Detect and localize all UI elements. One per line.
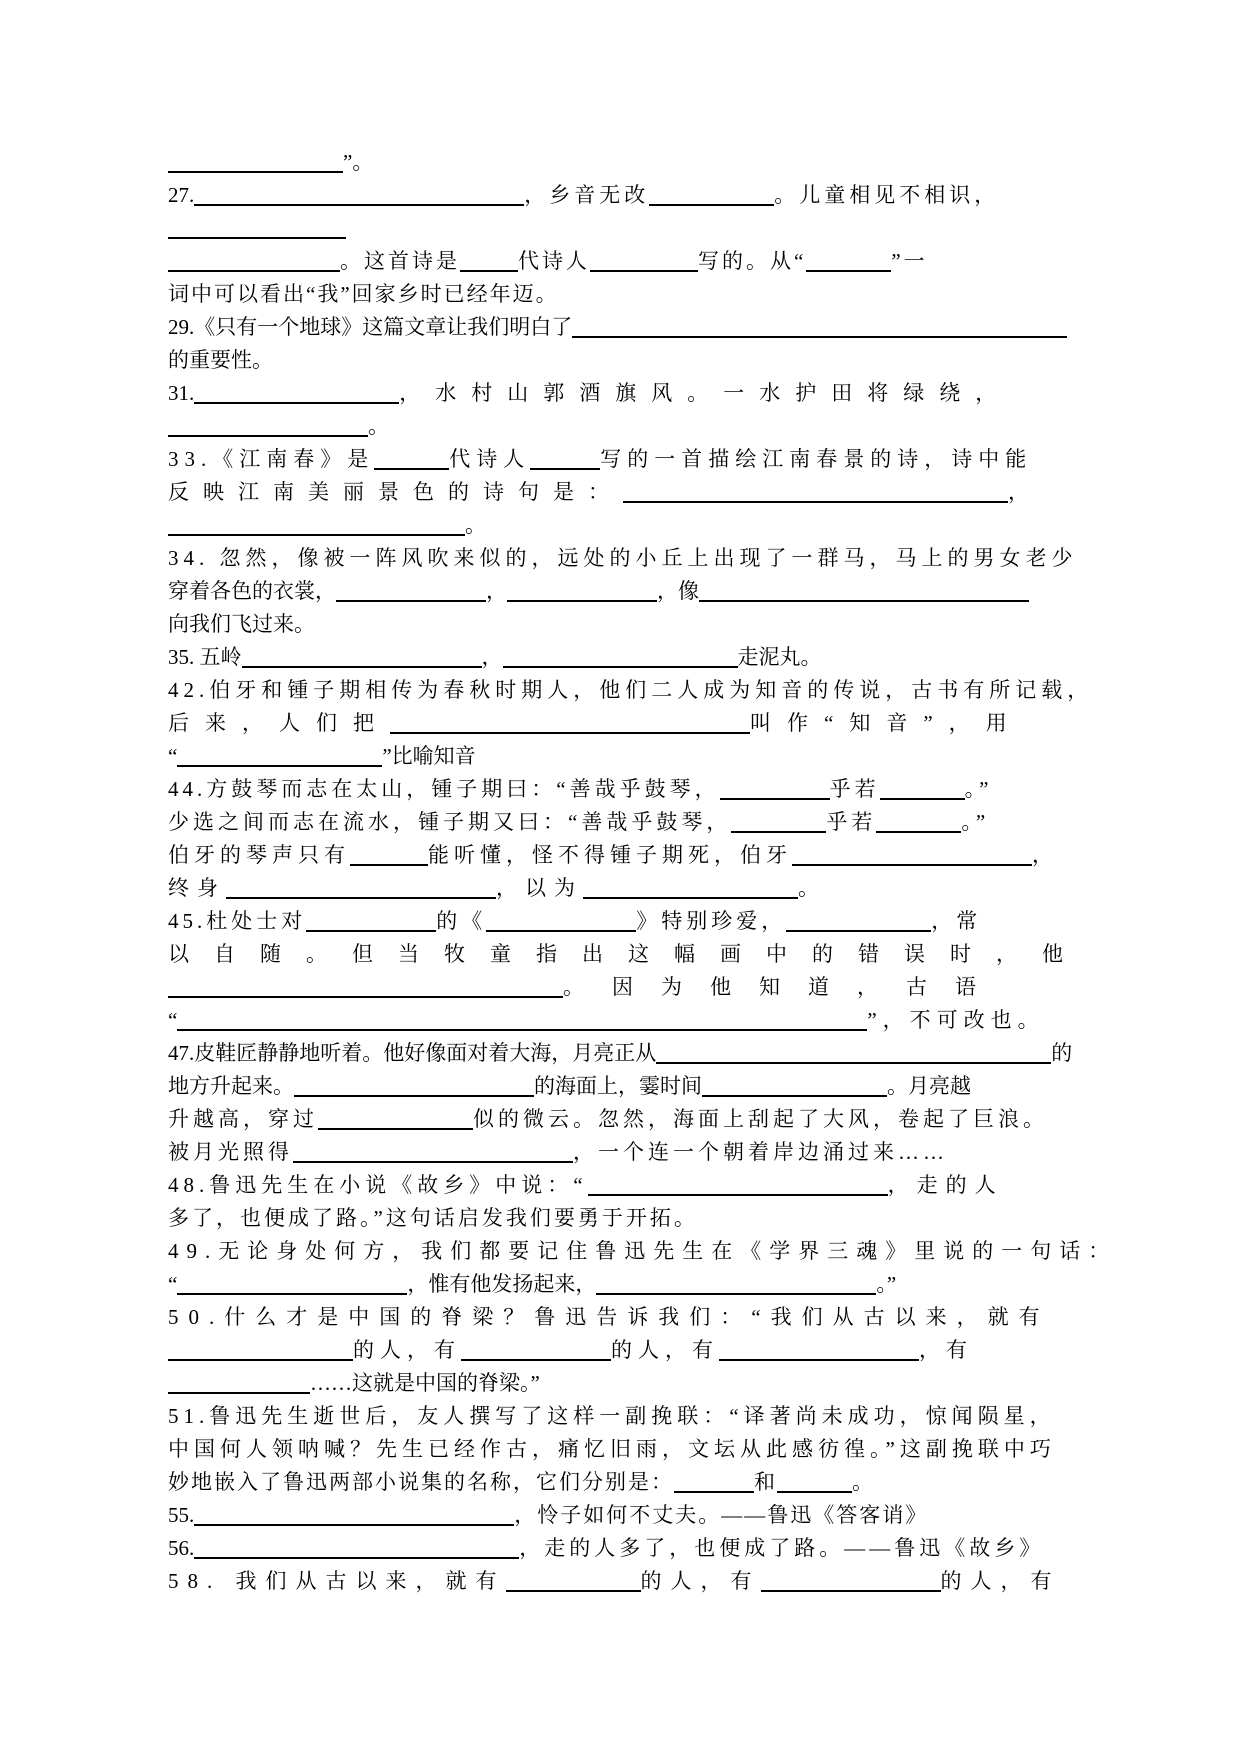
text-segment: 49.无论身处何方，我们都要记住鲁迅先生在《学界三魂》里说的一句话： [168, 1239, 1118, 1263]
text-segment: ，走的人多了，也便成了路。——鲁迅《故乡》 [519, 1536, 1045, 1560]
text-segment: 的人，有 [640, 1569, 761, 1593]
text-segment: 。因为他知道，古语 [563, 975, 1004, 999]
answer-blank [503, 644, 738, 668]
document-line [168, 1268, 1098, 1301]
answer-blank [168, 215, 346, 239]
answer-blank [702, 1073, 887, 1097]
text-segment: 的人，有 [940, 1569, 1061, 1593]
document-line [168, 905, 1098, 938]
text-segment: 终身 [168, 876, 226, 900]
answer-blank [720, 776, 830, 800]
answer-blank [649, 182, 774, 206]
document-line [168, 839, 1098, 872]
answer-blank [674, 1469, 754, 1493]
answer-blank [530, 446, 600, 470]
text-segment: ，有 [919, 1338, 973, 1362]
text-segment: 33.《江南春》是 [168, 447, 375, 471]
text-segment: 似的微云。忽然，海面上刮起了大风，卷起了巨浪。 [473, 1107, 1048, 1131]
text-segment: ，乡音无改 [524, 183, 650, 207]
answer-blank [777, 1469, 852, 1493]
document-line [168, 971, 1098, 1004]
text-segment: ，水村山郭酒旗风。一水护田将绿绕， [399, 381, 1012, 405]
answer-blank [306, 908, 436, 932]
answer-blank [596, 1271, 876, 1295]
answer-blank [194, 1535, 519, 1559]
text-segment: ……这就是中国的脊梁。” [310, 1371, 540, 1395]
answer-blank [168, 413, 368, 437]
text-segment: 44.方鼓琴而志在太山，锺子期曰：“善哉乎鼓琴， [168, 777, 720, 801]
text-segment: ，像 [657, 579, 699, 603]
document-line [168, 575, 1098, 608]
document-line [168, 278, 1098, 311]
text-segment: 。” [961, 810, 990, 834]
document-line [168, 707, 1098, 740]
text-segment: 穿着各色的衣裳， [168, 579, 336, 603]
text-segment: ， [1008, 480, 1029, 504]
document-line [168, 245, 1098, 278]
document-line [168, 1532, 1098, 1565]
document-line [168, 377, 1098, 410]
document-line [168, 872, 1098, 905]
text-segment: 妙地嵌入了鲁迅两部小说集的名称，它们分别是： [168, 1470, 674, 1494]
text-segment: 56. [168, 1536, 195, 1560]
answer-blank [590, 248, 698, 272]
answer-blank [588, 1172, 888, 1196]
document-line [168, 179, 1098, 212]
answer-blank [194, 380, 399, 404]
document-line [168, 443, 1098, 476]
text-segment: ”，不可改也。 [867, 1008, 1045, 1032]
document-line [168, 410, 1098, 443]
text-segment: 走泥丸。 [737, 645, 822, 669]
document-line [168, 1433, 1098, 1466]
answer-blank [390, 710, 750, 734]
text-segment: 的人，有 [353, 1338, 461, 1362]
text-segment: ， [481, 645, 503, 669]
answer-blank [177, 1271, 407, 1295]
document-line [168, 608, 1098, 641]
document-line [168, 641, 1098, 674]
text-segment: ，走的人 [887, 1173, 1004, 1197]
document-line [168, 1103, 1098, 1136]
answer-blank [460, 248, 518, 272]
text-segment: ”。 [343, 150, 374, 174]
text-segment: 。 [465, 513, 486, 537]
answer-blank [168, 248, 340, 272]
text-segment: 写的。从“ [698, 249, 807, 273]
text-segment: 写的一首描绘江南春景的诗，诗中能 [600, 447, 1033, 471]
document-line [168, 773, 1098, 806]
answer-blank [168, 149, 343, 173]
text-segment: 31. [168, 381, 195, 405]
text-segment: “ [168, 744, 178, 768]
answer-blank [242, 644, 482, 668]
answer-blank [177, 1007, 867, 1031]
worksheet-document [168, 146, 1118, 1598]
answer-blank [876, 809, 961, 833]
answer-blank [194, 182, 524, 206]
text-segment: 。” [876, 1272, 897, 1296]
text-segment: 的重要性。 [168, 348, 273, 372]
answer-blank [168, 1337, 353, 1361]
answer-blank [583, 875, 798, 899]
document-line [168, 509, 1098, 542]
text-segment: 的《 [436, 909, 487, 933]
answer-blank [719, 1337, 919, 1361]
answer-blank [374, 446, 449, 470]
document-line [168, 1334, 1098, 1367]
text-segment: 48.鲁迅先生在小说《故乡》中说：“ [168, 1173, 588, 1197]
text-segment: 乎若 [826, 810, 877, 834]
text-segment: 向我们飞过来。 [168, 612, 315, 636]
text-segment: ，一个连一个朝着岸边涌过来…… [573, 1140, 948, 1164]
document-line [168, 476, 1098, 509]
answer-blank [761, 1568, 941, 1592]
text-segment: ，怜子如何不丈夫。——鲁迅《答客诮》 [514, 1503, 929, 1527]
text-segment: 。 [368, 414, 389, 438]
document-line [168, 1466, 1098, 1499]
answer-blank [786, 908, 931, 932]
answer-blank [168, 974, 563, 998]
answer-blank [486, 908, 636, 932]
document-line [168, 740, 1098, 773]
document-line [168, 1499, 1098, 1532]
document-line [168, 1004, 1098, 1037]
text-segment: 以自随。但当牧童指出这幅画中的错误时，他 [168, 942, 1088, 966]
text-segment: 55. [168, 1503, 195, 1527]
text-segment: 叫作“知音”，用 [750, 711, 1023, 735]
document-line [168, 1037, 1098, 1070]
text-segment: 多了，也便成了路。”这句话启发我们要勇于开拓。 [168, 1206, 698, 1230]
text-segment: 。 [852, 1470, 875, 1494]
document-line [168, 1235, 1118, 1268]
answer-blank [699, 578, 1029, 602]
text-segment: 50.什么才是中国的脊梁？鲁迅告诉我们：“我们从古以来，就有 [168, 1305, 1050, 1329]
document-line [168, 311, 1098, 344]
answer-blank [623, 479, 1008, 503]
answer-blank [194, 1502, 514, 1526]
text-segment: 51.鲁迅先生逝世后，友人撰写了这样一副挽联：“译著尚未成功，惊闻陨星， [168, 1404, 1056, 1428]
answer-blank [506, 1568, 641, 1592]
answer-blank [168, 512, 465, 536]
text-segment: 能听懂，怪不得锺子期死，伯牙 [428, 843, 792, 867]
text-segment: 乎若 [829, 777, 880, 801]
text-segment: ”比喻知音 [382, 744, 476, 768]
text-segment: ， [1032, 843, 1058, 867]
answer-blank [294, 1073, 534, 1097]
document-line [168, 938, 1098, 971]
text-segment: 45.杜处士对 [168, 909, 307, 933]
text-segment: 47.皮鞋匠静静地听着。他好像面对着大海，月亮正从 [168, 1041, 657, 1065]
text-segment: ，惟有他发扬起来， [407, 1272, 597, 1296]
text-segment: 》特别珍爱， [636, 909, 787, 933]
text-segment: 。这首诗是 [340, 249, 460, 273]
text-segment: 中国何人领呐喊？先生已经作古，痛忆旧雨，文坛从此感彷徨。”这副挽联中巧 [168, 1437, 1056, 1461]
document-line [168, 1367, 1098, 1400]
text-segment: 代诗人 [449, 447, 531, 471]
document-line [168, 674, 1098, 707]
text-segment: 。儿童相见不相识， [774, 183, 1000, 207]
text-segment: “ [168, 1272, 178, 1296]
text-segment: “ [168, 1008, 178, 1032]
document-line [168, 1169, 1098, 1202]
document-line [168, 542, 1098, 575]
text-segment: 反映江南美丽景色的诗句是： [168, 480, 623, 504]
text-segment: 和 [754, 1470, 777, 1494]
text-segment: 的 [1051, 1041, 1073, 1065]
document-line [168, 1301, 1098, 1334]
answer-blank [318, 1106, 473, 1130]
answer-blank [226, 875, 496, 899]
answer-blank [461, 1337, 611, 1361]
answer-blank [880, 776, 965, 800]
document-line [168, 146, 1098, 179]
text-segment: 。” [964, 777, 993, 801]
text-segment: 的人，有 [611, 1338, 719, 1362]
answer-blank [806, 248, 891, 272]
text-segment: 代诗人 [518, 249, 590, 273]
text-segment: 。月亮越 [887, 1074, 971, 1098]
text-segment: 42.伯牙和锺子期相传为春秋时期人，他们二人成为知音的传说，古书有所记载， [168, 678, 1094, 702]
document-line [168, 212, 1098, 245]
text-segment: 词中可以看出“我”回家乡时已经年迈。 [168, 282, 559, 306]
text-segment: 后来，人们把 [168, 711, 390, 735]
document-line [168, 1136, 1098, 1169]
answer-blank [350, 842, 428, 866]
text-segment: 地方升起来。 [168, 1074, 294, 1098]
text-segment: 。 [798, 876, 827, 900]
text-segment: 升越高，穿过 [168, 1107, 318, 1131]
answer-blank [336, 578, 486, 602]
text-segment: ，常 [931, 909, 982, 933]
answer-blank [731, 809, 826, 833]
text-segment: ，以为 [496, 876, 583, 900]
text-segment: 伯牙的琴声只有 [168, 843, 350, 867]
document-line [168, 806, 1098, 839]
document-line [168, 1565, 1098, 1598]
text-segment: 少选之间而志在流水，锺子期又曰：“善哉乎鼓琴， [168, 810, 732, 834]
answer-blank [572, 314, 1067, 338]
text-segment: 的海面上，霎时间 [534, 1074, 702, 1098]
text-segment: 被月光照得 [168, 1140, 293, 1164]
text-segment: ， [486, 579, 507, 603]
text-segment: 58. 我们从古以来，就有 [168, 1569, 506, 1593]
text-segment: 29.《只有一个地球》这篇文章让我们明白了 [168, 315, 573, 339]
text-segment: 34. 忽然，像被一阵风吹来似的，远处的小丘上出现了一群马，马上的男女老少 [168, 546, 1078, 570]
document-line [168, 1202, 1098, 1235]
answer-blank [792, 842, 1032, 866]
document-line [168, 1070, 1098, 1103]
answer-blank [656, 1040, 1051, 1064]
document-line [168, 1400, 1098, 1433]
document-line [168, 344, 1098, 377]
answer-blank [168, 1370, 310, 1394]
answer-blank [177, 743, 382, 767]
text-segment: 35. 五岭 [168, 645, 242, 669]
text-segment: ”一 [891, 249, 928, 273]
answer-blank [293, 1139, 573, 1163]
text-segment: 27. [168, 183, 195, 207]
answer-blank [507, 578, 657, 602]
